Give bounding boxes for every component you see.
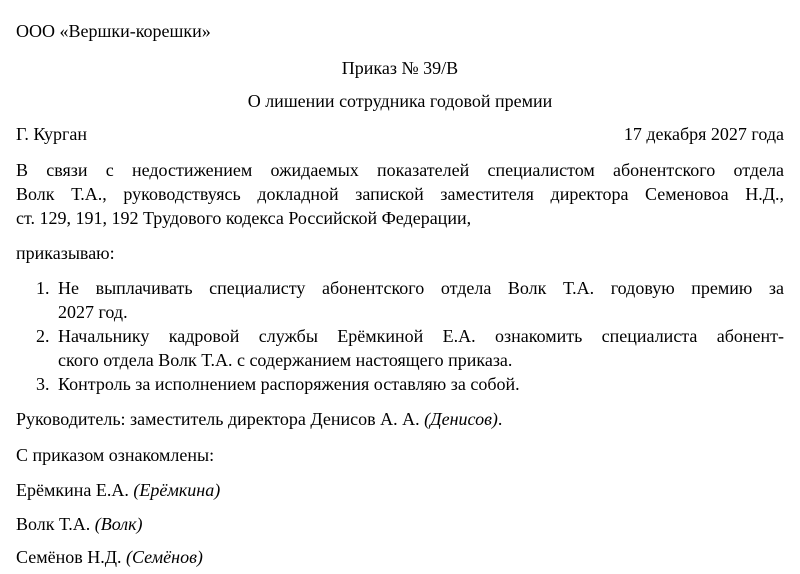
document-page [16,0,784,574]
list-item-text: Не выплачивать специалисту абонентского отдела Волк Т.А. годовую премию за [58,278,784,298]
head-signature-line [16,408,784,430]
ack-name: Ерёмкина Е.А. [16,480,129,500]
list-item-text: Контроль за исполнением распоряжения оставляю за собой. [58,374,520,394]
order-title: Приказ № 39/В [341,58,459,78]
place-date-row [16,123,784,145]
order-subject: О лишении сотрудника годовой премии [247,91,553,111]
ack-name: Волк Т.А. [16,514,91,534]
list-item-number: 1. [36,278,50,298]
acknowledgement-row [16,546,784,568]
ack-signature: (Семёнов) [126,547,203,567]
preamble-line-2: Волк Т.А., руководствуясь докладной запиской заместителя директора Семеновоа Н.Д., [16,184,784,204]
head-trail: . [497,409,503,429]
date: 17 декабря 2027 года [623,124,784,144]
ack-name: Семёнов Н.Д. [16,547,122,567]
acknowledgement-row [16,513,784,535]
preamble-line-3: ст. 129, 191, 192 Трудового кодекса Российской Федерации, [16,208,472,228]
place: Г. Курган [16,124,88,144]
preamble-line-1: В связи с недостижением ожидаемых показателей специалистом абонентского отдела [16,160,784,180]
head-label: Руководитель: заместитель директора Денисов А. А. [16,409,420,429]
ack-signature: (Ерёмкина) [133,480,221,500]
list-item-continuation: ского отдела Волк Т.А. с содержанием настоящего приказа. [58,350,513,370]
acknowledgement-row [16,479,784,501]
list-item-number: 2. [36,326,50,346]
list-item-text: Начальнику кадровой службы Ерёмкиной Е.А. ознакомить специалиста абонент- [58,326,784,346]
list-item-number: 3. [36,374,50,394]
order-word: приказываю: [16,243,115,263]
list-item-continuation: 2027 год. [58,302,128,322]
ack-signature: (Волк) [94,514,143,534]
acknowledgement-title: С приказом ознакомлены: [16,445,215,465]
head-signature: (Денисов) [424,409,498,429]
organization-name: ООО «Вершки-корешки» [16,21,211,41]
